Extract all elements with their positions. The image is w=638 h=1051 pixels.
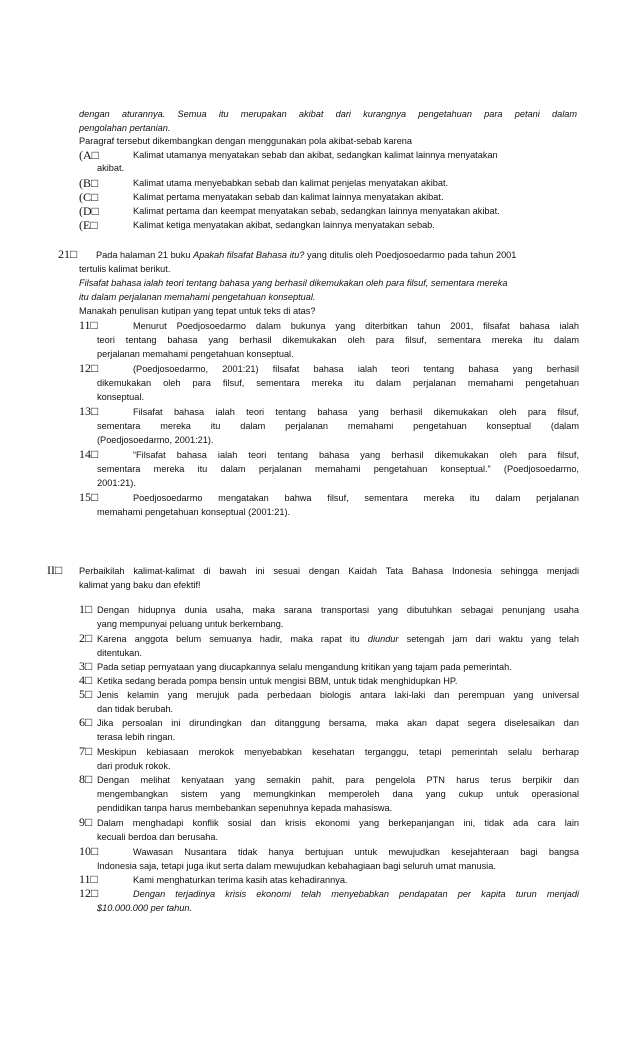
option-text: konseptual. [97,392,144,402]
section-intro: Perbaikilah kalimat-kalimat di bawah ini sesuai dengan Kaidah Tata Bahasa Indonesia sehingga menjadi [79,566,579,576]
option-text: sementara mereka itu dalam perjalanan memahami pengetahuan konseptual.” (Poedjosoedarmo, [97,464,579,474]
item-text: Dengan hidupnya dunia usaha, maka sarana transportasi yang dibutuhkan sebagai penunjang usaha [97,605,579,615]
item-text: mengembangkan sistem yang memungkinkan memperoleh dana yang cukup untuk operasional [97,789,579,799]
option-text: (Poedjosoedarmo, 2001:21). [97,435,214,445]
paragraph-line: pengolahan pertanian. [79,123,171,133]
item-text: Kami menghaturkan terima kasih atas kehadirannya. [133,875,348,885]
item-marker: 1□ [79,602,93,616]
option-text: memahami pengetahuan konseptual (2001:21). [97,507,291,517]
option-text: (Poedjosoedarmo, 2001:21) filsafat bahasa ialah teori tentang bahasa yang berhasil [133,364,579,374]
option-marker: (C□ [79,190,99,204]
item-text: $10.000.000 per tahun. [97,903,193,913]
option-text: perjalanan memahami pengetahuan konseptual. [97,349,294,359]
option-text: Kalimat pertama menyatakan sebab dan kalimat lainnya menyatakan akibat. [133,192,444,202]
question-text: Manakah penulisan kutipan yang tepat untuk teks di atas? [79,306,316,316]
item-marker: 9□ [79,815,93,829]
item-text: Pada setiap pernyataan yang diucapkannya selalu mengandung kritikan yang tajam pada pemerintah. [97,662,512,672]
item-text: Dalam menghadapi konflik sosial dan krisis ekonomi yang berkepanjangan ini, tidak ada cara lain [97,818,579,828]
paragraph-line: dengan aturannya. Semua itu merupakan akibat dari kurangnya pengetahuan para petani dalam [79,109,577,119]
item-text: Wawasan Nusantara tidak hanya bertujuan untuk mewujudkan kesejahteraan bagi bangsa [133,847,579,857]
option-marker: (D□ [79,204,99,218]
option-text: Kalimat utama menyebabkan sebab dan kalimat penjelas menyatakan akibat. [133,178,449,188]
item-marker: 7□ [79,744,93,758]
item-marker: 3□ [79,659,93,673]
option-marker: (A□ [79,148,99,162]
item-text: Dengan terjadinya krisis ekonomi telah menyebabkan pendapatan per kapita turun menjadi [133,889,579,899]
option-marker: 15□ [79,490,99,504]
option-marker: (E□ [79,218,98,232]
option-marker: (B□ [79,176,99,190]
option-marker: 14□ [79,447,99,461]
question-number: 21□ [58,247,78,261]
item-text: Meskipun kebiasaan merokok menyebabkan kesehatan terganggu, tetapi pemerintah selalu berharap [97,747,579,757]
item-text: Ketika sedang berada pompa bensin untuk mengisi BBM, untuk tidak menghidupkan HP. [97,676,458,686]
option-text: sementara mereka itu dalam perjalanan memahami pengetahuan konseptual (dalam [97,421,579,431]
item-text: Indonesia saja, tetapi juga ikut serta dalam mewujudkan kebahagiaan bagi seluruh umat manusia. [97,861,496,871]
option-text: Filsafat bahasa ialah teori tentang bahasa yang berhasil dikemukakan oleh para filsuf, [133,407,579,417]
section-intro: kalimat yang baku dan efektif! [79,580,201,590]
option-marker: 12□ [79,361,99,375]
item-text: Karena anggota belum semuanya hadir, maka rapat itu diundur setengah jam dari waktu yang telah [97,634,579,644]
item-marker: 10□ [79,844,99,858]
quote-line: Filsafat bahasa ialah teori tentang bahasa yang berhasil dikemukakan oleh para filsuf, sementara mereka [79,278,508,288]
item-marker: 12□ [79,886,99,900]
item-text: pendidikan tanpa harus membebankan sepenuhnya kepada mahasiswa. [97,803,393,813]
option-text: “Filsafat bahasa ialah teori tentang bahasa yang berhasil dikemukakan oleh para filsuf, [133,450,579,460]
item-marker: 2□ [79,631,93,645]
option-text: teori tentang bahasa yang berhasil dikemukakan oleh para filsuf, sementara mereka itu dalam [97,335,579,345]
item-marker: 8□ [79,772,93,786]
item-text: Dengan melihat kenyataan yang semakin pahit, para pengelola PTN harus terus berpikir dan [97,775,579,785]
question-text: tertulis kalimat berikut. [79,264,171,274]
question-intro: Pada halaman 21 buku Apakah filsafat Bahasa itu? yang ditulis oleh Poedjosoedarmo pada tahun 2001 [96,250,517,260]
option-text: dikemukakan oleh para filsuf, sementara mereka itu dalam perjalanan memahami pengetahuan [97,378,579,388]
question-text: Paragraf tersebut dikembangkan dengan menggunakan pola akibat-sebab karena [79,136,413,146]
quote-line: itu dalam perjalanan memahami pengetahuan konseptual. [79,292,316,302]
option-text: 2001:21). [97,478,136,488]
option-marker: 11□ [79,318,98,332]
item-marker: 6□ [79,715,93,729]
item-text: yang mempunyai peluang untuk berkembang. [97,619,284,629]
option-text: Poedjosoedarmo mengatakan bahwa filsuf, sementara mereka itu dalam perjalanan [133,493,579,503]
option-text: Kalimat utamanya menyatakan sebab dan akibat, sedangkan kalimat lainnya menyatakan [133,150,498,160]
option-marker: 13□ [79,404,99,418]
item-text: Jenis kelamin yang merujuk pada perbedaan biologis antara laki-laki dan perempuan yang universal [97,690,579,700]
item-text: terasa lebih ringan. [97,732,176,742]
item-text: dan tidak berubah. [97,704,174,714]
item-text: ditentukan. [97,648,142,658]
item-marker: 4□ [79,673,93,687]
section-number: II□ [47,563,63,577]
item-text: dari produk rokok. [97,761,171,771]
item-text: Jika persoalan ini dirundingkan dan ditanggung bersama, maka akan dapat segera diselesaikan dan [97,718,579,728]
item-marker: 11□ [79,872,98,886]
option-text: Menurut Poedjosoedarmo dalam bukunya yang diterbitkan tahun 2001, filsafat bahasa ialah [133,321,579,331]
option-text: akibat. [97,163,125,173]
option-text: Kalimat ketiga menyatakan akibat, sedangkan lainnya menyatakan sebab. [133,220,435,230]
item-text: kecuali berdoa dan berusaha. [97,832,219,842]
option-text: Kalimat pertama dan keempat menyatakan sebab, sedangkan lainnya menyatakan akibat. [133,206,500,216]
item-marker: 5□ [79,687,93,701]
